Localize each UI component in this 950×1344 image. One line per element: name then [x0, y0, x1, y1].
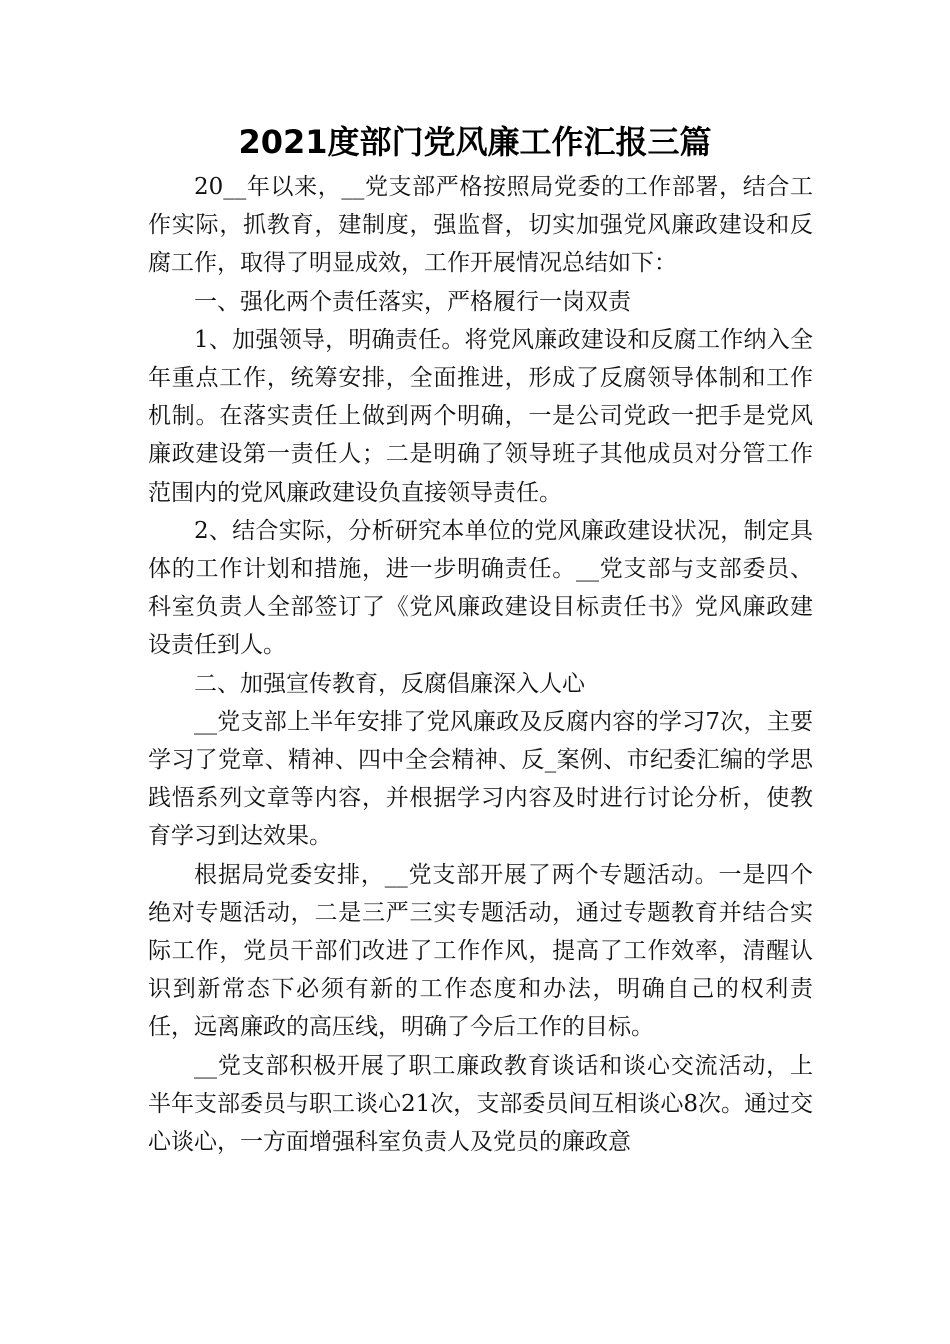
document-body	[148, 168, 813, 1161]
section-heading-2: 二、加强宣传教育，反腐倡廉深入人心	[194, 670, 585, 697]
paragraph-talks: __党支部积极开展了职工廉政教育谈话和谈心交流活动，上半年支部委员与职工谈心21次，支部委员间互相谈心8次。通过交心谈心，一方面增强科室负责人及党员的廉政意	[148, 1052, 813, 1156]
document-title: 2021度部门党风廉工作汇报三篇	[238, 123, 712, 161]
paragraph-study: __党支部上半年安排了党风廉政及反腐内容的学习7次，主要学习了党章、精神、四中全会精神、反_案例、市纪委汇编的学思践悟系列文章等内容，并根据学习内容及时进行讨论分析，使教育学习到达效果。	[148, 708, 813, 850]
paragraph-intro: 20__年以来，__党支部严格按照局党委的工作部署，结合工作实际，抓教育，建制度，强监督，切实加强党风廉政建设和反腐工作，取得了明显成效，工作开展情况总结如下：	[148, 174, 813, 277]
paragraph-activities: 根据局党委安排，__党支部开展了两个专题活动。一是四个绝对专题活动，二是三严三实专题活动，通过专题教育并结合实际工作，党员干部们改进了工作作风，提高了工作效率，清醒认识到新常态下必须有新的工作态度和办法，明确自己的权利责任，远离廉政的高压线，明确了今后工作的目标。	[148, 861, 813, 1041]
section-heading-1: 一、强化两个责任落实，严格履行一岗双责	[194, 288, 631, 315]
paragraph-item-1: 1、加强领导，明确责任。将党风廉政建设和反腐工作纳入全年重点工作，统筹安排，全面推进，形成了反腐领导体制和工作机制。在落实责任上做到两个明确，一是公司党政一把手是党风廉政建设第一责任人；二是明确了领导班子其他成员对分管工作范围内的党风廉政建设负直接领导责任。	[148, 326, 813, 506]
paragraph-item-2: 2、结合实际，分析研究本单位的党风廉政建设状况，制定具体的工作计划和措施，进一步明确责任。__党支部与支部委员、科室负责人全部签订了《党风廉政建设目标责任书》党风廉政建设责任到人。	[148, 517, 813, 659]
